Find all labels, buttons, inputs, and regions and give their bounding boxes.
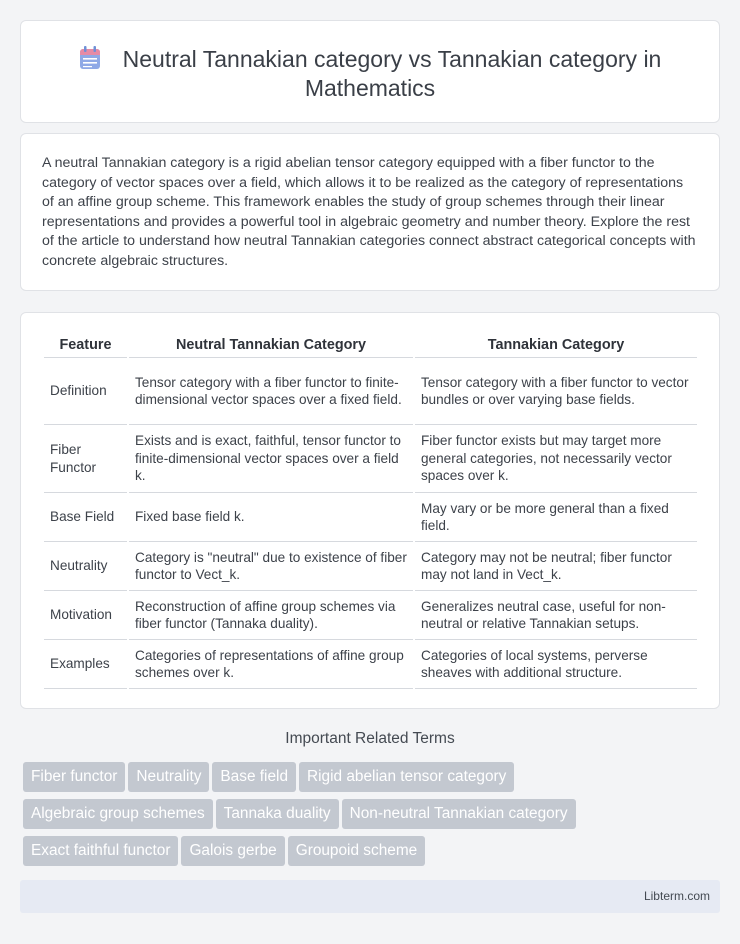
cell-feature: Fiber Functor <box>44 425 127 493</box>
related-terms-heading: Important Related Terms <box>285 730 455 747</box>
cell-feature: Motivation <box>44 591 127 640</box>
tag-exact-faithful-functor[interactable]: Exact faithful functor <box>23 836 178 866</box>
tag-tannaka-duality[interactable]: Tannaka duality <box>216 799 339 829</box>
cell-tannakian: Tensor category with a fiber functor to vector bundles or over varying base fields. <box>415 358 697 425</box>
cell-neutral: Exists and is exact, faithful, tensor functor to finite-dimensional vector spaces over a field k. <box>129 425 413 493</box>
cell-tannakian: Fiber functor exists but may target more general categories, not necessarily vector spaces over k. <box>415 425 697 493</box>
tag-base-field[interactable]: Base field <box>212 762 296 792</box>
table-header-row <box>44 332 697 358</box>
cell-neutral: Categories of representations of affine group schemes over k. <box>129 640 413 689</box>
tag-non-neutral-tannakian-category[interactable]: Non-neutral Tannakian category <box>342 799 576 829</box>
tag-neutrality[interactable]: Neutrality <box>128 762 209 792</box>
cell-feature: Definition <box>44 358 127 425</box>
cell-feature: Neutrality <box>44 542 127 591</box>
cell-neutral: Tensor category with a fiber functor to finite-dimensional vector spaces over a fixed field. <box>129 358 413 425</box>
title-text: Neutral Tannakian category vs Tannakian category in Mathematics <box>122 46 662 101</box>
page-title <box>21 45 719 103</box>
intro-card <box>20 133 720 291</box>
cell-tannakian: May vary or be more general than a fixed field. <box>415 493 697 542</box>
cell-neutral: Category is "neutral" due to existence of fiber functor to Vect_k. <box>129 542 413 591</box>
tag-fiber-functor[interactable]: Fiber functor <box>23 762 125 792</box>
comparison-card <box>20 312 720 709</box>
title-card <box>20 20 720 123</box>
cell-tannakian: Category may not be neutral; fiber functor may not land in Vect_k. <box>415 542 697 591</box>
tag-groupoid-scheme[interactable]: Groupoid scheme <box>288 836 425 866</box>
cell-neutral: Reconstruction of affine group schemes via fiber functor (Tannaka duality). <box>129 591 413 640</box>
table-row <box>44 358 697 425</box>
header-tannakian: Tannakian Category <box>415 332 697 358</box>
cell-tannakian: Generalizes neutral case, useful for non-neutral or relative Tannakian setups. <box>415 591 697 640</box>
table-row <box>44 591 697 640</box>
cell-feature: Base Field <box>44 493 127 542</box>
table-row <box>44 425 697 493</box>
related-terms-list <box>23 762 713 873</box>
footer-brand-link[interactable]: Libterm.com <box>643 889 710 903</box>
cell-neutral: Fixed base field k. <box>129 493 413 542</box>
table-row <box>44 542 697 591</box>
table-row <box>44 640 697 689</box>
comparison-table <box>42 332 699 689</box>
calendar-icon <box>79 46 101 68</box>
tag-galois-gerbe[interactable]: Galois gerbe <box>181 836 284 866</box>
intro-paragraph: A neutral Tannakian category is a rigid abelian tensor category equipped with a fiber functor to the category of vector spaces over a field, which allows it to be realized as the category of representations of an affine group scheme. This framework enables the study of group schemes through their linear representations and provides a powerful tool in algebraic geometry and number theory. Explore the rest of the article to understand how neutral Tannakian categories connect abstract categorical concepts with concrete algebraic structures. <box>42 155 696 269</box>
footer <box>20 880 720 913</box>
cell-tannakian: Categories of local systems, perverse sheaves with additional structure. <box>415 640 697 689</box>
cell-feature: Examples <box>44 640 127 689</box>
tag-rigid-abelian-tensor-category[interactable]: Rigid abelian tensor category <box>299 762 514 792</box>
table-row <box>44 493 697 542</box>
header-neutral: Neutral Tannakian Category <box>129 332 413 358</box>
header-feature: Feature <box>44 332 127 358</box>
tag-algebraic-group-schemes[interactable]: Algebraic group schemes <box>23 799 213 829</box>
